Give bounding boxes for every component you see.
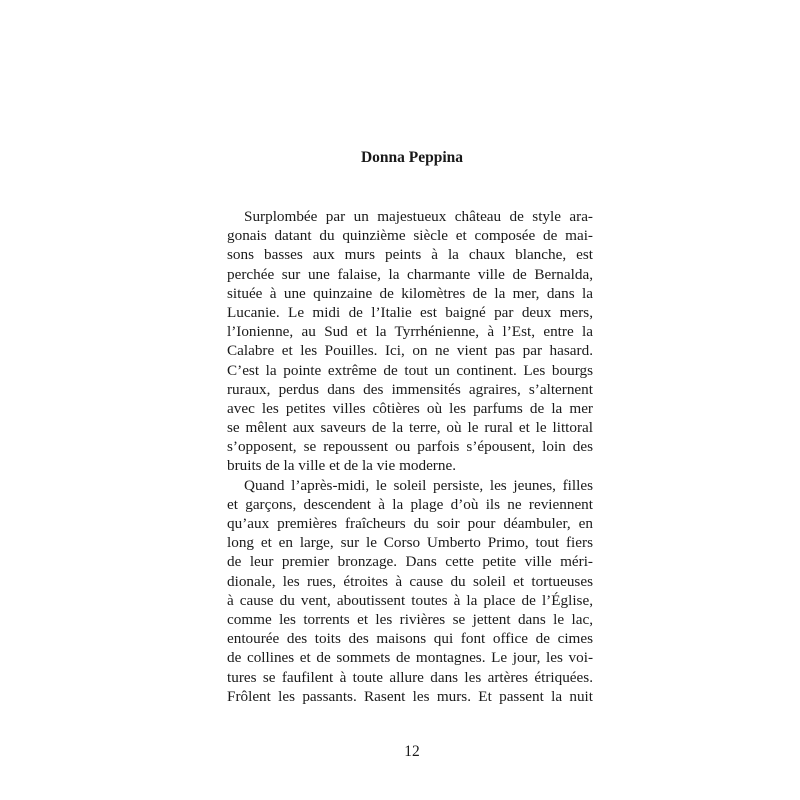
text-line: perchée sur une falaise, la charmante ville de Bernalda, xyxy=(227,265,593,283)
text-line: comme les torrents et les rivières se jettent dans le lac, xyxy=(227,610,593,628)
chapter-title: Donna Peppina xyxy=(360,149,464,166)
text-line: Lucanie. Le midi de l’Italie est baigné par deux mers, xyxy=(227,303,593,321)
text-line: de collines et de sommets de montagnes. Le jour, les voi- xyxy=(227,649,593,667)
text-line: s’opposent, se repoussent ou parfois s’épousent, loin des xyxy=(227,438,593,456)
text-line: ruraux, perdus dans des immensités agraires, s’alternent xyxy=(227,380,593,398)
text-line: se mêlent aux saveurs de la terre, où le rural et le littoral xyxy=(227,419,593,437)
text-line: sons basses aux murs peints à la chaux blanche, est xyxy=(227,246,593,264)
text-line: l’Ionienne, au Sud et la Tyrrhénienne, à l’Est, entre la xyxy=(227,323,593,341)
text-line: à cause du vent, aboutissent toutes à la place de l’Église, xyxy=(227,591,593,609)
text-line: Quand l’après-midi, le soleil persiste, les jeunes, filles xyxy=(244,476,593,494)
text-line: Surplombée par un majestueux château de style ara- xyxy=(244,208,593,225)
text-line: long et en large, sur le Corso Umberto Primo, tout fiers xyxy=(227,534,593,552)
text-line: bruits de la ville et de la vie moderne. xyxy=(227,457,456,475)
page-number: 12 xyxy=(404,743,420,760)
text-line: Calabre et les Pouilles. Ici, on ne vient pas par hasard. xyxy=(227,342,593,360)
text-line: qu’aux premières fraîcheurs du soir pour déambuler, en xyxy=(227,515,593,532)
paragraph xyxy=(227,207,593,476)
text-line: entourée des toits des maisons qui font office de cimes xyxy=(227,630,593,648)
text-line: située à une quinzaine de kilomètres de la mer, dans la xyxy=(227,284,593,302)
text-line: tures se faufilent à toute allure dans les artères étriquées. xyxy=(227,668,593,686)
text-line: avec les petites villes côtières où les parfums de la mer xyxy=(227,399,593,417)
text-line: Frôlent les passants. Rasent les murs. Et passent la nuit xyxy=(227,687,593,705)
page-body xyxy=(227,207,593,706)
paragraph xyxy=(227,476,593,706)
text-line: et garçons, descendent à la plage d’où ils ne reviennent xyxy=(227,495,593,513)
text-line: de leur premier bronzage. Dans cette petite ville méri- xyxy=(227,553,593,571)
text-line: dionale, les rues, étroites à cause du soleil et tortueuses xyxy=(227,572,593,590)
text-line: C’est la pointe extrême de tout un continent. Les bourgs xyxy=(227,361,593,379)
text-line: gonais datant du quinzième siècle et composée de mai- xyxy=(227,227,593,245)
